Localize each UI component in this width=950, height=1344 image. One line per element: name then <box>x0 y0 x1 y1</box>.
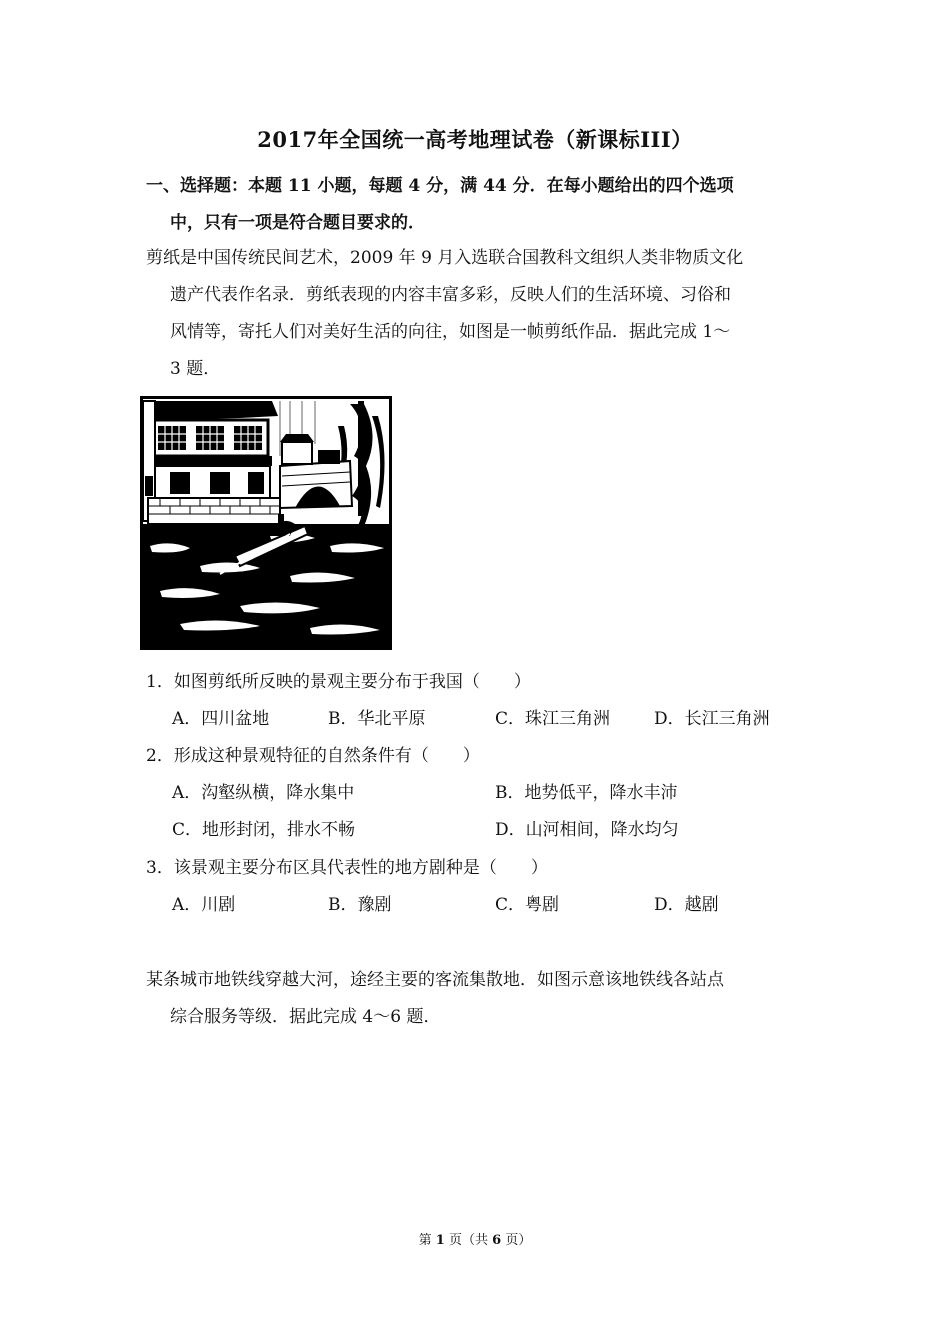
intro1-line-1: 剪纸是中国传统民间艺术，2009 年 9 月入选联合国教科文组织人类非物质文化 <box>146 248 744 268</box>
intro1-line-2: 遗产代表作名录．剪纸表现的内容丰富多彩，反映人们的生活环境、习俗和 <box>170 285 731 305</box>
question-3-stem: 3．该景观主要分布区具代表性的地方剧种是（ ） <box>146 858 548 878</box>
q1-option-d[interactable]: D．长江三角洲 <box>654 709 770 729</box>
intro2-line-1: 某条城市地铁线穿越大河，途经主要的客流集散地．如图示意该地铁线各站点 <box>146 970 724 990</box>
q3-option-a[interactable]: A．川剧 <box>172 895 236 915</box>
section-heading-line-1: 一、选择题：本题 11 小题，每题 4 分，满 44 分．在每小题给出的四个选项 <box>146 176 734 196</box>
q2-option-b[interactable]: B．地势低平，降水丰沛 <box>495 783 678 803</box>
q3-option-d[interactable]: D．越剧 <box>654 895 719 915</box>
question-2-stem: 2．形成这种景观特征的自然条件有（ ） <box>146 746 480 766</box>
q1-option-a[interactable]: A．四川盆地 <box>172 709 270 729</box>
section-heading-line-2: 中，只有一项是符合题目要求的． <box>170 213 425 233</box>
intro1-line-3: 风情等，寄托人们对美好生活的向往，如图是一帧剪纸作品．据此完成 1～ <box>170 322 731 342</box>
footer-prefix: 第 <box>418 1233 432 1248</box>
intro2-line-2: 综合服务等级．据此完成 4～6 题． <box>170 1007 441 1027</box>
section-heading <box>146 168 816 242</box>
footer-middle: 页（共 <box>448 1233 488 1248</box>
q2-option-d[interactable]: D．山河相间，降水均匀 <box>495 820 679 840</box>
q3-option-c[interactable]: C．粤剧 <box>495 895 560 915</box>
q2-option-a[interactable]: A．沟壑纵横，降水集中 <box>172 783 355 803</box>
q3-option-b[interactable]: B．豫剧 <box>328 895 392 915</box>
page-footer <box>0 1229 950 1248</box>
intro-paragraph-papercut <box>146 240 814 388</box>
footer-page-number: 1 <box>435 1233 445 1248</box>
q1-option-c[interactable]: C．珠江三角洲 <box>495 709 611 729</box>
q2-option-c[interactable]: C．地形封闭，排水不畅 <box>172 820 356 840</box>
intro-paragraph-subway <box>146 962 814 1036</box>
exam-title: 2017年全国统一高考地理试卷（新课标III） <box>257 127 693 152</box>
q1-option-b[interactable]: B．华北平原 <box>328 709 426 729</box>
footer-suffix: 页） <box>505 1233 532 1248</box>
footer-total-pages: 6 <box>492 1233 502 1248</box>
intro1-line-4: 3 题． <box>170 359 221 379</box>
question-1-stem: 1．如图剪纸所反映的景观主要分布于我国（ ） <box>146 672 531 692</box>
papercut-water-town-image <box>140 396 392 650</box>
